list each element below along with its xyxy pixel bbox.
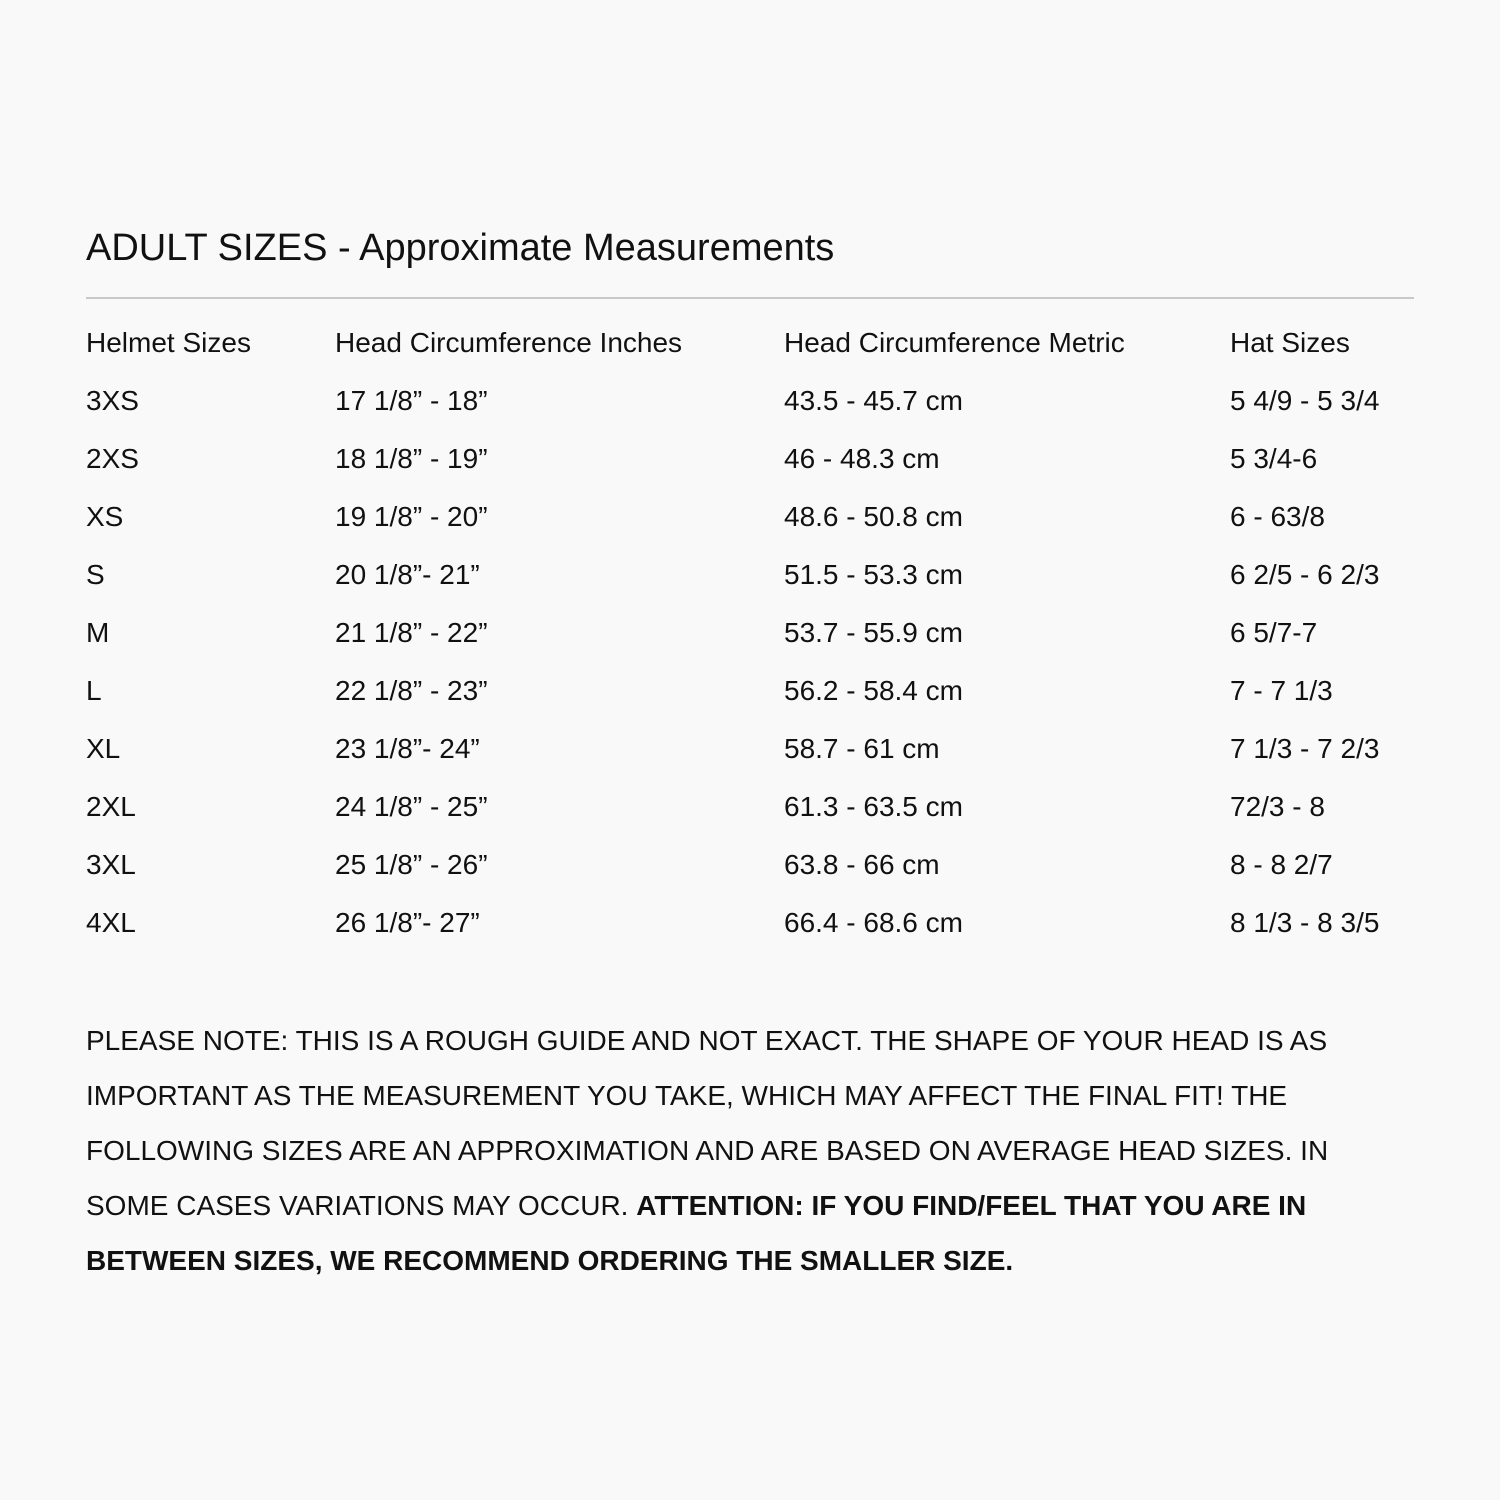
metric-cell: 56.2 - 58.4 cm — [784, 675, 963, 706]
helmet-size-cell: XS — [86, 501, 124, 532]
table-row — [86, 488, 1414, 546]
header-hat-sizes: Hat Sizes — [1230, 327, 1350, 358]
metric-cell: 51.5 - 53.3 cm — [784, 559, 963, 590]
inches-cell: 17 1/8” - 18” — [335, 385, 488, 416]
metric-cell: 48.6 - 50.8 cm — [784, 501, 963, 532]
title-divider — [86, 297, 1414, 299]
attention-text: ATTENTION: IF YOU FIND/FEEL THAT YOU ARE IN BETWEEN SIZES, WE RECOMMEND ORDERING THE SMALLER SIZE. — [86, 1190, 1307, 1276]
hat-size-cell: 6 2/5 - 6 2/3 — [1230, 559, 1380, 590]
hat-size-cell: 5 4/9 - 5 3/4 — [1230, 385, 1380, 416]
size-table — [86, 314, 1414, 952]
inches-cell: 24 1/8” - 25” — [335, 791, 488, 822]
hat-size-cell: 72/3 - 8 — [1230, 791, 1325, 822]
hat-size-cell: 8 1/3 - 8 3/5 — [1230, 907, 1380, 938]
table-row — [86, 894, 1414, 952]
header-head-circumference-inches: Head Circumference Inches — [335, 327, 683, 358]
inches-cell: 26 1/8”- 27” — [335, 907, 480, 938]
table-header-row — [86, 314, 1414, 372]
inches-cell: 23 1/8”- 24” — [335, 733, 480, 764]
metric-cell: 66.4 - 68.6 cm — [784, 907, 963, 938]
header-helmet-sizes: Helmet Sizes — [86, 327, 251, 358]
hat-size-cell: 7 - 7 1/3 — [1230, 675, 1333, 706]
hat-size-cell: 6 - 63/8 — [1230, 501, 1325, 532]
helmet-size-cell: 3XS — [86, 385, 139, 416]
metric-cell: 46 - 48.3 cm — [784, 443, 940, 474]
page-title: ADULT SIZES - Approximate Measurements — [86, 227, 835, 269]
table-row — [86, 546, 1414, 604]
helmet-size-cell: L — [86, 675, 102, 706]
hat-size-cell: 6 5/7-7 — [1230, 617, 1318, 648]
metric-cell: 61.3 - 63.5 cm — [784, 791, 963, 822]
table-row — [86, 836, 1414, 894]
inches-cell: 25 1/8” - 26” — [335, 849, 488, 880]
table-row — [86, 720, 1414, 778]
sizing-note — [86, 1013, 1416, 1288]
inches-cell: 19 1/8” - 20” — [335, 501, 488, 532]
header-head-circumference-metric: Head Circumference Metric — [784, 327, 1125, 358]
note-text: PLEASE NOTE: THIS IS A ROUGH GUIDE AND NOT EXACT. THE SHAPE OF YOUR HEAD IS AS IMPORTANT AS THE MEASUREMENT YOU TAKE, WHICH MAY AFFECT THE FINAL FIT! THE FOLLOWING SIZES ARE AN APPROXIMATION AND ARE BASED ON AVERAGE HEAD SIZES. IN SOME CASES VARIATIONS MAY OCCUR. — [86, 1025, 1329, 1221]
table-row — [86, 372, 1414, 430]
hat-size-cell: 8 - 8 2/7 — [1230, 849, 1333, 880]
helmet-size-cell: S — [86, 559, 105, 590]
metric-cell: 63.8 - 66 cm — [784, 849, 940, 880]
inches-cell: 18 1/8” - 19” — [335, 443, 488, 474]
table-row — [86, 430, 1414, 488]
helmet-size-cell: 2XS — [86, 443, 139, 474]
helmet-size-cell: 4XL — [86, 907, 136, 938]
hat-size-cell: 5 3/4-6 — [1230, 443, 1318, 474]
helmet-size-cell: XL — [86, 733, 121, 764]
table-row — [86, 662, 1414, 720]
table-row — [86, 778, 1414, 836]
metric-cell: 43.5 - 45.7 cm — [784, 385, 963, 416]
inches-cell: 20 1/8”- 21” — [335, 559, 480, 590]
inches-cell: 22 1/8” - 23” — [335, 675, 488, 706]
table-row — [86, 604, 1414, 662]
inches-cell: 21 1/8” - 22” — [335, 617, 488, 648]
metric-cell: 58.7 - 61 cm — [784, 733, 940, 764]
helmet-size-cell: 3XL — [86, 849, 136, 880]
hat-size-cell: 7 1/3 - 7 2/3 — [1230, 733, 1380, 764]
metric-cell: 53.7 - 55.9 cm — [784, 617, 963, 648]
helmet-size-cell: 2XL — [86, 791, 136, 822]
helmet-size-cell: M — [86, 617, 110, 648]
